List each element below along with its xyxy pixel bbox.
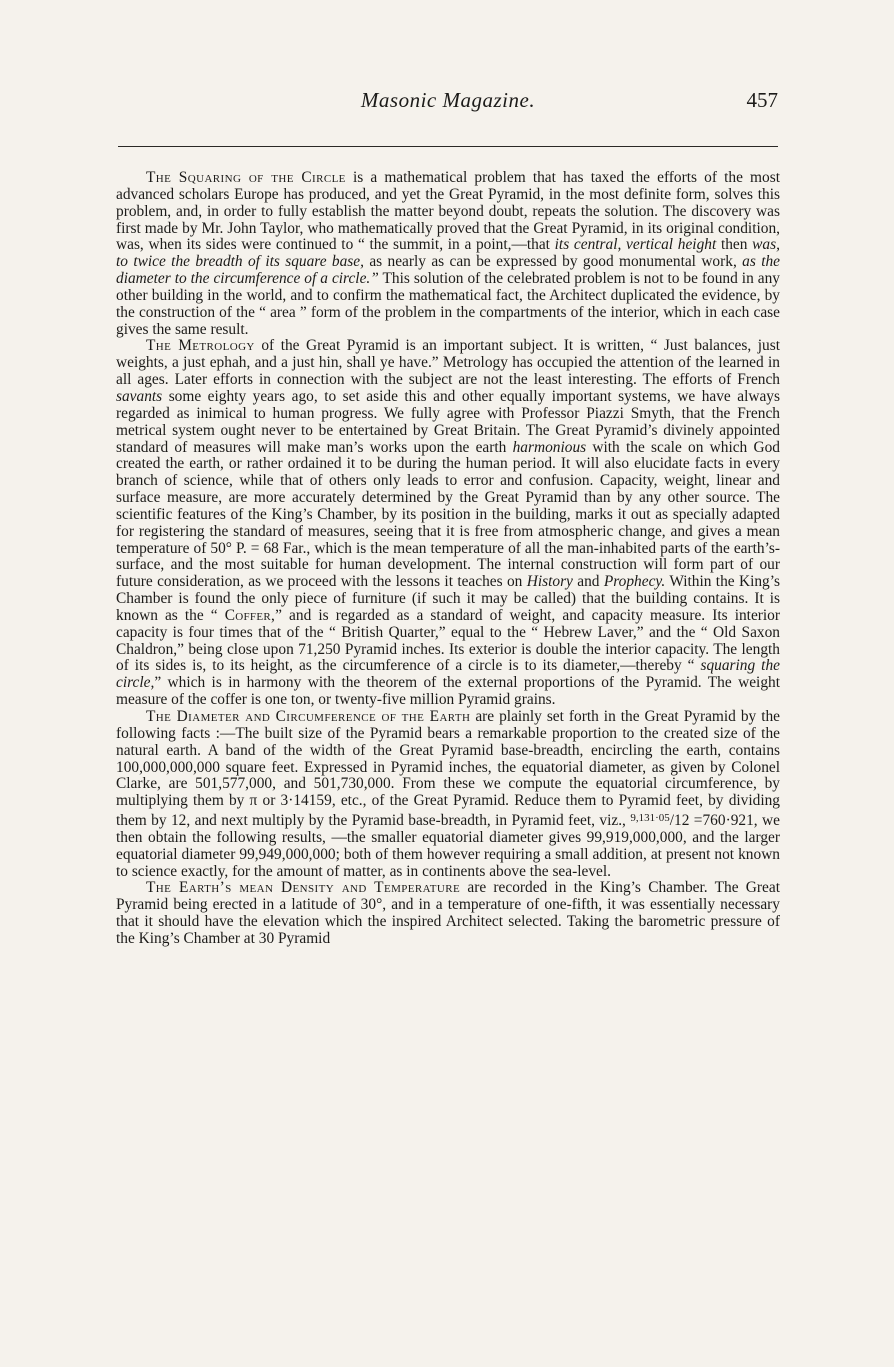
paragraph-lead: The Earth’s mean Density and Temperature (146, 879, 461, 897)
paragraph-earth-diameter (116, 709, 780, 880)
page-number: 457 (746, 88, 778, 112)
header-rule (118, 146, 778, 147)
italic-text: History (526, 573, 573, 591)
body-text-run: Within the King’s Chamber is found the only piece of furniture (if such it may be called) that the building contains. It is known as the “ (116, 573, 781, 624)
small-caps-text: Coffer, (224, 606, 276, 624)
italic-text: as the diameter to the circumference of a circle.” (116, 253, 781, 288)
body-text-run: and (572, 573, 604, 591)
body-text-run: is a mathematical problem that has taxed the efforts of the most advanced scholars Europe has produced, and yet the Great Pyramid, in the most definite form, solves this problem, and, in order to fully establish the matter beyond doubt, repeats the solution. The discovery was first made by Mr. John Taylor, who mathematically proved that the Great Pyramid, in its original condition, was, when its sides were continued to “ the summit, in a point,—that (116, 169, 780, 254)
paragraph-metrology (116, 338, 780, 709)
fraction-numerator: 9,131·05 (630, 812, 670, 825)
body-text-run: are recorded in the King’s Chamber. The Great Pyramid being erected in a latitude of 30°, and in a temperature of one-fifth, it was essentially necessary that it should have the elevation which the inspired Architect selected. Taking the barometric pressure of the King’s Chamber at 30 Pyramid (116, 879, 780, 947)
paragraph-lead: The Squaring of the Circle (146, 169, 346, 186)
body-text-run: with the scale on which God created the earth, or rather ordained it to be during the human period. It will also elucidate facts in every branch of science, while that of others only leads to error and confusion. Capacity, weight, linear and surface measure, are more accurately determined by the Great Pyramid than by any other source. The scientific features of the King’s Chamber, by its position in the building, marks it out as specially adapted for registering the standard of measures, seeing that it is free from atmospheric change, and gives a mean temperature of 50° P. = 68 Far., which is the mean temperature of all the man-inhabited parts of the earth’s-surface, and the most suitable for human development. The internal construction will form part of our future consideration, as we proceed with the lessons it teaches on (116, 438, 780, 591)
paragraph-squaring-circle (116, 170, 780, 338)
italic-text: was, to twice the breadth of its square base, (116, 236, 780, 271)
body-text-run: This solution of the celebrated problem is not to be found in any other building in the world, and to confirm the mathematical fact, the Architect duplicated the evidence, by the construction of the “ area ” form of the problem in the compartments of the interior, which in each case gives the same result. (116, 270, 780, 338)
body-text-run: ” which is in harmony with the theorem of the external proportions of the Pyramid. The weight measure of the coffer is one ton, or twenty-five million Pyramid grains. (116, 674, 780, 709)
italic-text: harmonious (512, 438, 587, 456)
running-title: Masonic Magazine. (360, 88, 536, 112)
italic-text: its central, vertical height (554, 236, 717, 254)
italic-text: savants (116, 387, 163, 405)
body-text-run: /12 =760·921, we then obtain the following results, —the smaller equatorial diameter gives 99,919,000,000, and the larger equatorial diameter 99,949,000,000; both of them however requiring a small addition, at present not known to science exactly, for the amount of matter, as in continents above the sea-level. (116, 812, 780, 880)
running-head (118, 88, 778, 118)
paragraph-earth-density (116, 880, 780, 947)
body-text-run: are plainly set forth in the Great Pyramid by the following facts :—The built size of the Pyramid bears a remarkable proportion to the created size of the natural earth. A band of the width of the Great Pyramid base-breadth, encircling the earth, contains 100,000,000,000 square feet. Expressed in Pyramid inches, the equatorial diameter, as given by Colonel Clarke, are 501,577,000, and 501,730,000. From these we compute the equatorial circumference, by multiplying them by π or 3·14159, etc., of the Great Pyramid. Reduce them to Pyramid feet, by dividing them by 12, and next multiply by the Pyramid base-breadth, in Pyramid feet, viz., (116, 708, 781, 830)
body-text-run: some eighty years ago, to set aside this and other equally important systems, we have always regarded as inimical to human progress. We fully agree with Professor Piazzi Smyth, that the French metrical system ought never to be entertained by Great Britain. The Great Pyramid’s divinely appointed standard of measures will make man’s works upon the earth (116, 387, 780, 456)
body-text-run: then (716, 236, 753, 254)
paragraph-lead: The Metrology (146, 337, 255, 355)
body-text-run: ” and is regarded as a standard of weight, and capacity measure. Its interior capacity is four times that of the “ British Quarter,” equal to the “ Hebrew Laver,” and the “ Old Saxon Chaldron,” being close upon 71,250 Pyramid inches. Its exterior is double the interior capacity. The length of its sides is, to its height, as the circumference of a circle is to its diameter,—thereby “ (116, 606, 780, 675)
body-text-run: of the Great Pyramid is an important subject. It is written, “ Just balances, just weights, a just ephah, and a just hin, shall ye have.” Metrology has occupied the attention of the learned in all ages. Later efforts in connection with the subject are not the least interesting. The efforts of French (116, 337, 780, 389)
body-text-run: as nearly as can be expressed by good monumental work, (363, 253, 743, 271)
article-body (116, 170, 780, 948)
italic-text: Prophecy. (603, 573, 666, 591)
italic-text: squaring the circle, (116, 657, 780, 692)
paragraph-lead: The Diameter and Circumference of the Earth (146, 708, 471, 725)
